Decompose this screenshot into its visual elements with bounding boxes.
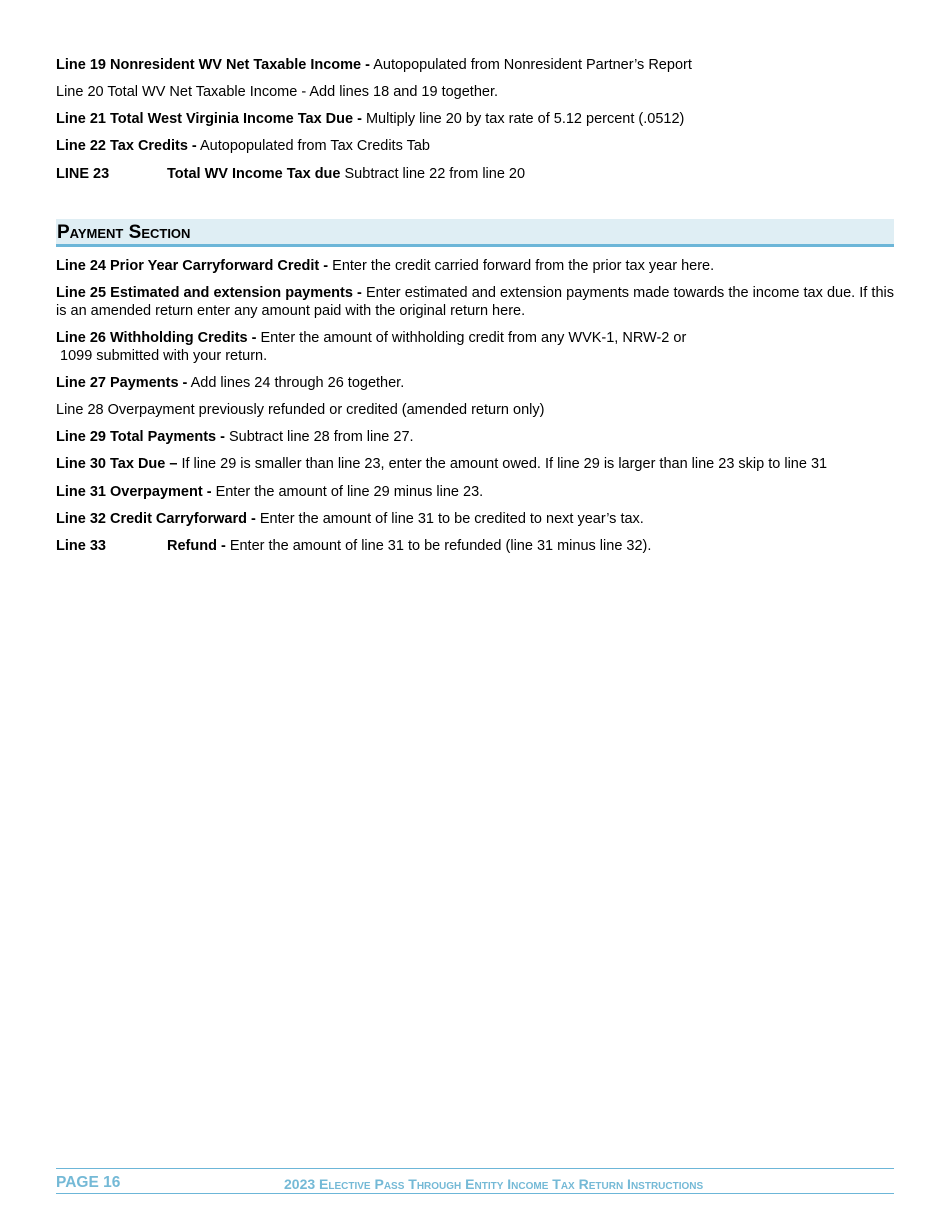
line-text: Autopopulated from Tax Credits Tab — [196, 138, 430, 154]
line-19 — [56, 56, 894, 74]
line-text: Enter the amount of line 29 minus line 23. — [211, 484, 484, 500]
line-text: Enter estimated and extension payments made towards the income tax due. If this is an amended return enter any amount paid with the original return here. — [56, 285, 894, 319]
line-title: Payments - — [110, 375, 188, 391]
line-31 — [56, 483, 894, 501]
line-title: Withholding Credits - — [110, 330, 257, 346]
line-30 — [56, 455, 894, 473]
line-label: Line 20 — [56, 84, 104, 100]
line-title: Tax Due – — [110, 456, 178, 472]
line-20 — [56, 83, 894, 101]
line-text: Subtract line 28 from line 27. — [224, 429, 414, 445]
line-title: Estimated and extension payments - — [110, 285, 362, 301]
line-24 — [56, 257, 894, 275]
line-label: Line 32 — [56, 511, 106, 527]
line-28 — [56, 401, 894, 419]
line-text: If line 29 is smaller than line 23, enter the amount owed. If line 29 is larger than line 23 skip to line 31 — [177, 456, 828, 472]
line-label: Line 31 — [56, 484, 106, 500]
line-label: LINE 23 — [56, 166, 110, 182]
line-label: Line 27 — [56, 375, 106, 391]
line-label: Line 33 — [56, 538, 106, 554]
line-label: Line 25 — [56, 285, 107, 301]
line-label: Line 24 — [56, 258, 106, 274]
line-title: Overpayment - — [110, 484, 212, 500]
line-text: Subtract line 22 from line 20 — [340, 166, 526, 182]
line-label: Line 29 — [56, 429, 106, 445]
line-label: Line 28 — [56, 402, 104, 418]
line-text: Multiply line 20 by tax rate of 5.12 percent (.0512) — [361, 111, 685, 127]
line-26 — [56, 329, 894, 347]
line-label: Line 26 — [56, 330, 106, 346]
line-27 — [56, 374, 894, 392]
payment-section-header — [56, 219, 894, 247]
line-title: Total West Virginia Income Tax Due - — [110, 111, 362, 127]
line-title: Nonresident WV Net Taxable Income - — [110, 57, 370, 73]
line-title: Total Payments - — [110, 429, 225, 445]
line-text: Enter the amount of withholding credit from any WVK-1, NRW-2 or — [256, 330, 687, 346]
line-title: Tax Credits - — [110, 138, 197, 154]
line-text: Enter the credit carried forward from the prior tax year here. — [328, 258, 715, 274]
footer-document-title: 2023 Elective Pass Through Entity Income Tax Return Instructions — [284, 1176, 704, 1192]
line-23 — [56, 165, 894, 183]
line-title: Credit Carryforward - — [110, 511, 256, 527]
line-text: Enter the amount of line 31 to be credited to next year’s tax. — [255, 511, 644, 527]
line-title: Total WV Income Tax due — [167, 166, 341, 182]
line-text: Enter the amount of line 31 to be refunded (line 31 minus line 32). — [225, 538, 652, 554]
line-label: Line 22 — [56, 138, 106, 154]
section-title: Payment Section — [57, 222, 191, 243]
page-number: PAGE 16 — [56, 1174, 121, 1191]
line-21 — [56, 110, 894, 128]
line-22 — [56, 137, 894, 155]
line-25 — [56, 284, 894, 320]
footer-bottom-rule — [56, 1193, 894, 1194]
line-label: Line 21 — [56, 111, 106, 127]
line-title: Total WV Net Taxable Income - Add lines 18 and 19 together. — [107, 84, 499, 100]
line-text: Add lines 24 through 26 together. — [187, 375, 405, 391]
line-32 — [56, 510, 894, 528]
line-title: Refund - — [167, 538, 226, 554]
line-title: Overpayment previously refunded or credited (amended return only) — [107, 402, 545, 418]
line-label: Line 19 — [56, 57, 106, 73]
line-26-continuation — [60, 347, 898, 365]
line-33 — [56, 537, 894, 555]
footer-top-rule — [56, 1168, 894, 1169]
line-title: Prior Year Carryforward Credit - — [110, 258, 329, 274]
line-label: Line 30 — [56, 456, 106, 472]
line-29 — [56, 428, 894, 446]
line-text: Autopopulated from Nonresident Partner’s Report — [369, 57, 692, 73]
line-text: 1099 submitted with your return. — [60, 348, 268, 364]
